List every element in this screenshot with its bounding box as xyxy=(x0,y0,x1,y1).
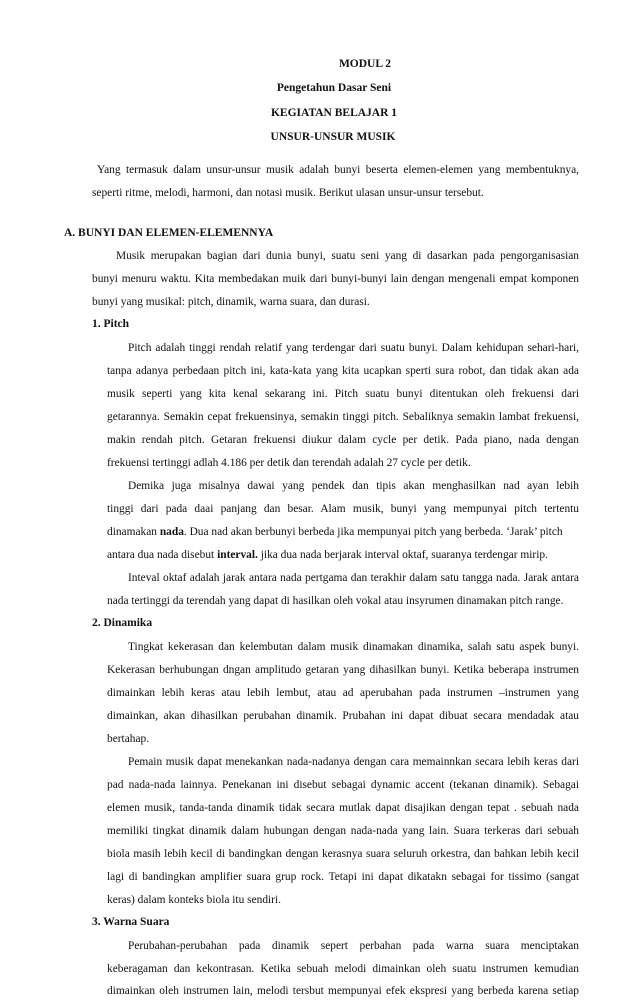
dinamika-line-1: Tingkat kekerasan dan kelembutan dalam musik dinamakan dinamika, salah satu aspek bunyi. xyxy=(128,641,579,653)
pitch-line-8: tinggi dari pada daai panjang dan besar. Alam musik, bunyi yang mempunyai pitch tertentu xyxy=(107,503,579,515)
pitch-line-6: frekuensi tertinggi adlah 4.186 per detik dan terendah adalah 27 cycle per detik. xyxy=(107,457,471,469)
dinamika-line-7: pad nada-nada lainnya. Penekanan ini disebut sebagai dynamic accent (tekanan dinamik). Sebagai xyxy=(107,779,579,791)
dinamika-line-5: bertahap. xyxy=(107,733,150,745)
pitch-line-10: antara dua nada disebut interval. jika dua nada berjarak interval oktaf, suaranya terdengar mirip. xyxy=(107,549,548,561)
warna-line-3: dimainkan oleh instrumen lain, melodi tersbut mempunyai efek ekspresi yang berbeda karena setiap xyxy=(107,985,579,997)
pitch-line-4: getarannya. Semakin cepat frekuensinya, semakin tinggi pitch. Sebaliknya semakin lambat frekuensi, xyxy=(107,411,579,423)
intro-line-2: seperti ritme, melodi, harmoni, dan notasi musik. Berikut ulasan unsur-unsur tersebut. xyxy=(92,187,484,199)
dinamika-line-9: memiliki tingkat dinamik dalam hubungan dengan nada-nada yang lain. Suara terkeras dari sebuah xyxy=(107,825,579,837)
module-title: MODUL 2 xyxy=(338,58,392,70)
dinamika-heading: 2. Dinamika xyxy=(92,617,153,629)
pitch-line-7: Demika juga misalnya dawai yang pendek dan tipis akan menghasilkan nad ayan lebih xyxy=(128,480,579,492)
section-a-line-2: bunyi menuru waktu. Kita membedakan muik dari bunyi-bunyi lain dengan mengenali empat komponen xyxy=(92,273,579,285)
pitch-heading: 1. Pitch xyxy=(92,318,130,330)
section-a-heading: A. BUNYI DAN ELEMEN-ELEMENNYA xyxy=(64,227,274,239)
dinamika-line-11: lagi di bandingkan amplifier suara grup rock. Tetapi ini dapat dikatakn sebagai for tissimo (sangat xyxy=(107,871,579,883)
section-a-line-1: Musik merupakan bagian dari dunia bunyi, suatu seni yang di dasarkan pada pengorganisasian xyxy=(116,250,579,262)
pitch-line-3: musik seperti yang kita kenal sekarang ini. Pitch suatu bunyi ditentukan oleh frekuensi dari xyxy=(107,388,579,400)
topic-title: UNSUR-UNSUR MUSIK xyxy=(270,131,396,143)
pitch-line-12: nada tertinggi da terendah yang dapat di hasilkan oleh vokal atau insyrumen dinamakan pitch range. xyxy=(107,595,564,607)
warna-line-2: keberagaman dan kekontrasan. Ketika sebuah melodi dimainkan oleh suatu instrumen kemudian xyxy=(107,963,579,975)
pitch-line-11: Inteval oktaf adalah jarak antara nada pertgama dan terakhir dalam satu tangga nada. Jarak antara xyxy=(128,572,579,584)
pitch-line-2: tanpa adanya perbedaan pitch ini, kata-kata yang kita ucapkan sperti sura robot, dan tidak akan ada xyxy=(107,365,579,377)
term-interval: interval. xyxy=(217,549,258,561)
pitch-line-5: makin rendah pitch. Getaran frekuensi diukur dalam cycle per detik. Pada piano, nada dengan xyxy=(107,434,579,446)
dinamika-line-3: dimainkan lebih keras atau lebih lembut, atau ad aperubahan pada instrumen –instrumen yang xyxy=(107,687,579,699)
pitch-line-1: Pitch adalah tinggi rendah relatif yang terdengar dari suatu bunyi. Dalam kehidupan sehari-hari, xyxy=(128,342,579,354)
dinamika-line-4: dimainkan, akan dihasilkan perubahan dinamik. Prubahan ini dapat dibuat secara mendadak atau xyxy=(107,710,579,722)
dinamika-line-8: elemen musik, tanda-tanda dinamik tidak secara mutlak dapat disajikan dengan tepat . sebuah nada xyxy=(107,802,579,814)
dinamika-line-2: Kekerasan berhubungan dngan amplitudo getaran yang dihasilkan bunyi. Ketika beberapa instrumen xyxy=(107,664,579,676)
warna-suara-heading: 3. Warna Suara xyxy=(92,916,170,928)
warna-line-1: Perubahan-perubahan pada dinamik sepert perbahan pada warna suara menciptakan xyxy=(128,940,579,952)
dinamika-line-6: Pemain musik dapat menekankan nada-nadanya dengan cara memainnkan secara lebih keras dari xyxy=(128,756,579,768)
dinamika-line-10: biola masih lebih kecil di bandingkan dengan kerasnya suara seluruh orkestra, dan bahkan lebih kecil xyxy=(107,848,579,860)
intro-line-1: Yang termasuk dalam unsur-unsur musik adalah bunyi beserta elemen-elemen yang membentuknya, xyxy=(97,164,579,176)
pitch-line-9: dinamakan nada. Dua nad akan berbunyi berbeda jika mempunyai pitch yang berbeda. ‘Jarak’ pitch xyxy=(107,526,563,538)
term-nada: nada xyxy=(159,526,184,538)
subject-title: Pengetahun Dasar Seni xyxy=(276,82,392,94)
section-a-line-3: bunyi yang musikal: pitch, dinamik, warna suara, dan durasi. xyxy=(92,296,370,308)
kegiatan-title: KEGIATAN BELAJAR 1 xyxy=(270,107,398,119)
dinamika-line-12: keras) dalam konteks biola itu sendiri. xyxy=(107,894,281,906)
